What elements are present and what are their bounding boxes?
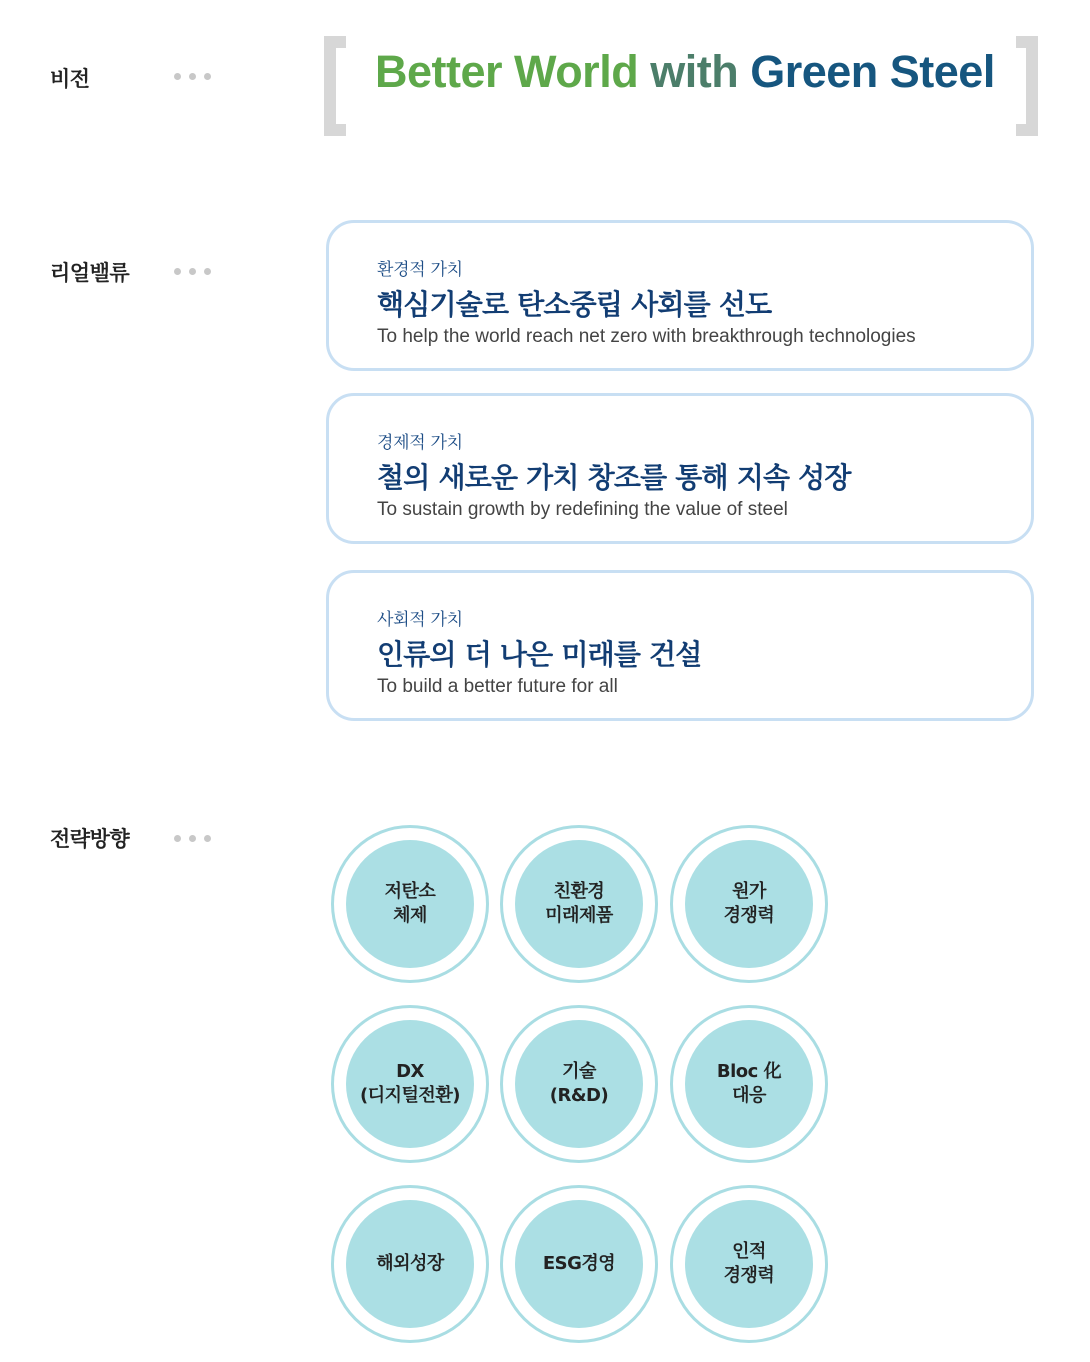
- value-category: 사회적 가치: [377, 610, 463, 630]
- strategy-human: [670, 1185, 828, 1343]
- value-description: To build a better future for all: [377, 676, 618, 697]
- left-bracket: [324, 36, 346, 136]
- strategy-text-line2: 미래제품: [545, 905, 613, 926]
- strategy-text-line1: Bloc 化: [716, 1061, 782, 1082]
- right-bracket: [1016, 36, 1038, 136]
- vision-label: 비전: [50, 67, 90, 91]
- value-heading: 철의 새로운 가치 창조를 통해 지속 성장: [377, 461, 851, 494]
- dots-separator: [174, 268, 211, 275]
- strategy-text-line1: 기술: [562, 1061, 596, 1082]
- real-value-label: 리얼밸류: [50, 261, 130, 285]
- value-description: To help the world reach net zero with breakthrough technologies: [377, 326, 916, 347]
- strategy-text-line1: 저탄소: [384, 881, 436, 902]
- strategy-low-carbon: [331, 825, 489, 983]
- value-description: To sustain growth by redefining the value of steel: [377, 499, 788, 520]
- strategy-text-line2: 체제: [393, 905, 427, 926]
- vision-statement: [375, 46, 995, 98]
- strategy-text-line1: ESG경영: [542, 1253, 616, 1274]
- vision-with: with: [650, 46, 739, 97]
- vision-green-steel: Green Steel: [750, 46, 995, 97]
- strategy-text-line2: 경쟁력: [723, 905, 775, 926]
- strategy-esg: [500, 1185, 658, 1343]
- value-card-social: [326, 570, 1034, 721]
- strategy-overseas: [331, 1185, 489, 1343]
- value-card-environmental: [326, 220, 1034, 371]
- value-heading: 인류의 더 나은 미래를 건설: [377, 638, 702, 671]
- strategy-text-line1: 원가: [732, 881, 766, 902]
- strategy-rnd: [500, 1005, 658, 1163]
- value-category: 환경적 가치: [377, 260, 463, 280]
- value-heading: 핵심기술로 탄소중립 사회를 선도: [377, 288, 772, 321]
- strategy-text-line2: 경쟁력: [723, 1265, 775, 1286]
- strategy-dx: [331, 1005, 489, 1163]
- strategy-text-line1: 인적: [732, 1241, 766, 1262]
- strategy-text-line2: 대응: [732, 1085, 766, 1106]
- strategy-bloc: [670, 1005, 828, 1163]
- value-category: 경제적 가치: [377, 433, 463, 453]
- vision-better-world: Better World: [375, 46, 639, 97]
- strategy-text-line1: 해외성장: [376, 1253, 444, 1274]
- dots-separator: [174, 835, 211, 842]
- strategy-text-line1: 친환경: [553, 881, 605, 902]
- strategy-cost: [670, 825, 828, 983]
- strategy-text-line2: (디지털전환): [360, 1085, 460, 1106]
- value-card-economic: [326, 393, 1034, 544]
- dots-separator: [174, 73, 211, 80]
- strategy-text-line2: (R&D): [549, 1085, 609, 1106]
- strategy-text-line1: DX: [396, 1061, 424, 1082]
- strategy-eco-products: [500, 825, 658, 983]
- strategy-label: 전략방향: [50, 827, 130, 851]
